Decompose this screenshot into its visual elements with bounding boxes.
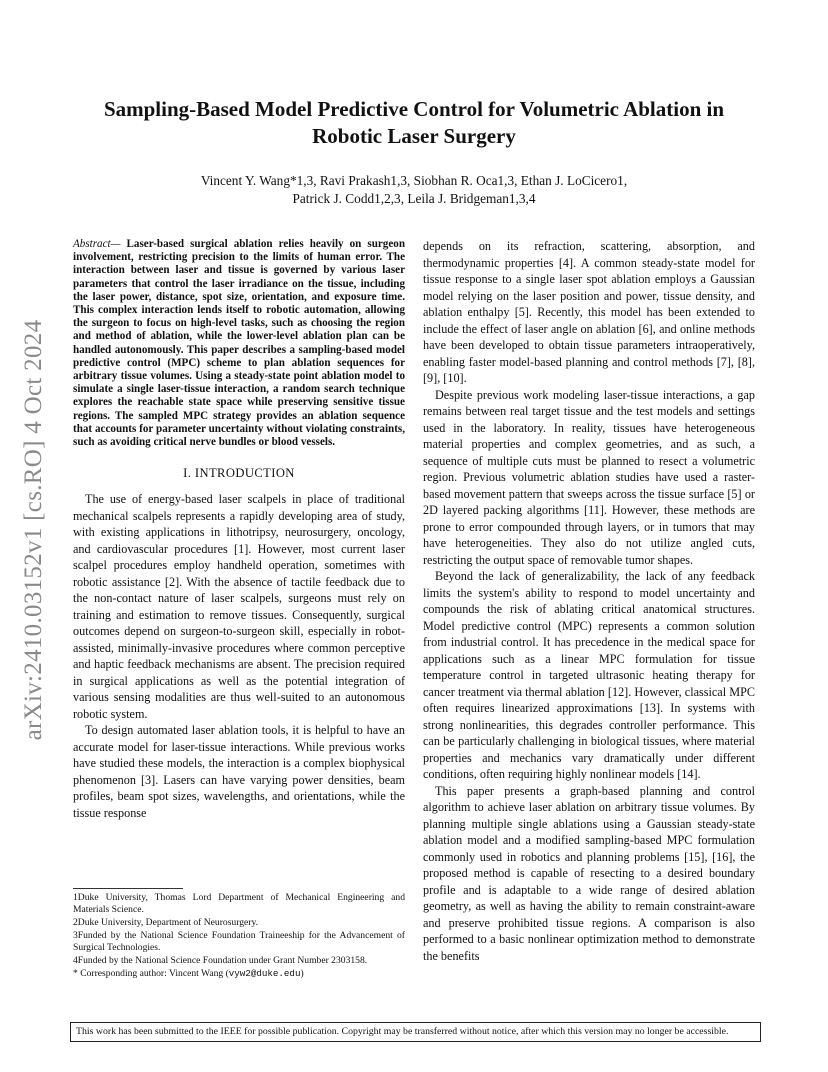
footnote: 3Funded by the National Science Foundation Traineeship for the Advancement of Surgical Technologies. [73, 930, 405, 953]
footnote: 4Funded by the National Science Foundation under Grant Number 2303158. [73, 955, 368, 966]
corresponding-suffix: ) [300, 968, 304, 979]
footnote: 1Duke University, Thomas Lord Department of Mechanical Engineering and Materials Science. [73, 892, 405, 915]
arxiv-identifier: arXiv:2410.03152v1 [cs.RO] 4 Oct 2024 [20, 319, 47, 741]
authors-line-1: Vincent Y. Wang*1,3, Ravi Prakash1,3, Siobhan R. Oca1,3, Ethan J. LoCicero1, [200, 173, 628, 188]
arxiv-sidebar [14, 290, 54, 770]
body-paragraph: depends on its refraction, scattering, absorption, and thermodynamic properties [4]. A common steady-state model for tissue response to a single laser spot ablation employs a Gaussian model relying on the laser position and power, tissue density, and ablation enthalpy [5]. Recently, this model has been extended to include the effect of laser angle on ablation [6], and online methods have been developed to obtain tissue parameters intraoperatively, enabling faster model-based planning and control methods [7], [8], [9], [10]. [423, 239, 755, 385]
right-column [423, 238, 755, 964]
body-paragraph: To design automated laser ablation tools, it is helpful to have an accurate model for laser-tissue interactions. While previous works have studied these models, the interaction is a complex biophysical phenomenon [3]. Lasers can have varying power densities, beam profiles, beam spot sizes, wavelengths, and orientations, while the tissue response [73, 723, 405, 820]
abstract-label: Abstract— [73, 238, 121, 250]
corresponding-prefix: * Corresponding author: Vincent Wang ( [73, 968, 229, 979]
author-list [100, 172, 728, 208]
corresponding-email-link[interactable]: vyw2@duke.edu [228, 968, 301, 979]
abstract [73, 238, 405, 449]
body-paragraph: Beyond the lack of generalizability, the lack of any feedback limits the system's ability to respond to model uncertainty and compounds the risk of ablating critical anatomical structures. Model predictive control (MPC) represents a common solution from industrial control. It has precedence in the medical space for applications such as a linear MPC formulation for tissue temperature control in targeted ultrasonic heating therapy for cancer treatment via thermal ablation [12]. However, classical MPC often requires linearized approximations [13]. In systems with strong nonlinearities, this degrades controller performance. This can be particularly challenging in biological tissues, where material properties and mechanics vary dramatically under different conditions, often requiring highly nonlinear models [14]. [423, 569, 755, 781]
corresponding-author-note [73, 968, 405, 980]
authors-line-2: Patrick J. Codd1,2,3, Leila J. Bridgeman1,3,4 [292, 191, 536, 206]
body-paragraph: The use of energy-based laser scalpels in place of traditional mechanical scalpels represents a rapidly developing area of study, with existing applications in lithotripsy, neurosurgery, oncology, and cardiovascular procedures [1]. However, most current laser scalpel procedures employ handheld operation, sometimes with robotic assistance [2]. With the absence of tactile feedback due to the non-contact nature of laser scalpels, surgeons must rely on training and estimation to remove tissues. Consequently, surgical outcomes depend on surgeon-to-surgeon skill, especially in robot-assisted, minimally-invasive procedures where common perceptive and haptic feedback mechanisms are absent. The precision required in surgical applications as well as the potential integration of various sensing modalities are thus well-suited to an autonomous robotic system. [73, 492, 405, 721]
abstract-text: Laser-based surgical ablation relies heavily on surgeon involvement, restricting precision to the limits of human error. The interaction between laser and tissue is governed by various laser parameters that control the laser irradiance on the tissue, including the laser power, distance, spot size, orientation, and exposure time. This complex interaction lends itself to robotic automation, allowing the surgeon to focus on high-level tasks, such as choosing the region and method of ablation, while the lower-level ablation plan can be handled autonomously. This paper describes a sampling-based model predictive control (MPC) scheme to plan ablation sequences for arbitrary tissue volumes. Using a steady-state point ablation model to simulate a single laser-tissue interaction, a random search technique explores the reachable state space while preserving sensitive tissue regions. The sampled MPC strategy provides an ablation sequence that accounts for parameter uncertainty without violating constraints, such as avoiding critical nerve bundles or blood vessels. [73, 238, 405, 449]
ieee-notice-box: This work has been submitted to the IEEE for possible publication. Copyright may be transferred without notice, after which this version may no longer be accessible. [70, 1022, 761, 1042]
left-column [73, 238, 405, 821]
body-paragraph: Despite previous work modeling laser-tissue interactions, a gap remains between real target tissue and the test models and settings used in the laboratory. In reality, tissues have heterogeneous material properties and complex geometries, and as such, a sequence of multiple cuts must be planned to resect a volumetric region. Previous volumetric ablation studies have used a raster-based movement pattern that sweeps across the tissue surface [5] or 2D layered packing algorithms [11]. However, these methods are prone to error compounded through layers, or in tumors that may have heterogeneities. They also do not utilize angled cuts, restricting the output space of removable tumor shapes. [423, 387, 755, 567]
paper-title: Sampling-Based Model Predictive Control for Volumetric Ablation in Robotic Laser Surgery [103, 97, 725, 148]
section-heading-introduction: I. INTRODUCTION [183, 466, 295, 481]
footnotes [73, 888, 405, 981]
footnote: 2Duke University, Department of Neurosurgery. [73, 917, 259, 928]
body-paragraph: This paper presents a graph-based planning and control algorithm to achieve laser ablation on arbitrary tissue volumes. By planning multiple single ablations using a Gaussian steady-state ablation model and a modified sampling-based MPC formulation commonly used in robotics and planning problems [15], [16], the proposed method is capable of resecting to a desired boundary profile and is adaptable to a wide range of desired ablation geometry, as well as having the ability to remain constraint-aware and preserve prohibited tissue regions. A comparison is also performed to a basic nonlinear optimization method to demonstrate the benefits [423, 783, 755, 963]
footnote-rule [73, 888, 183, 889]
